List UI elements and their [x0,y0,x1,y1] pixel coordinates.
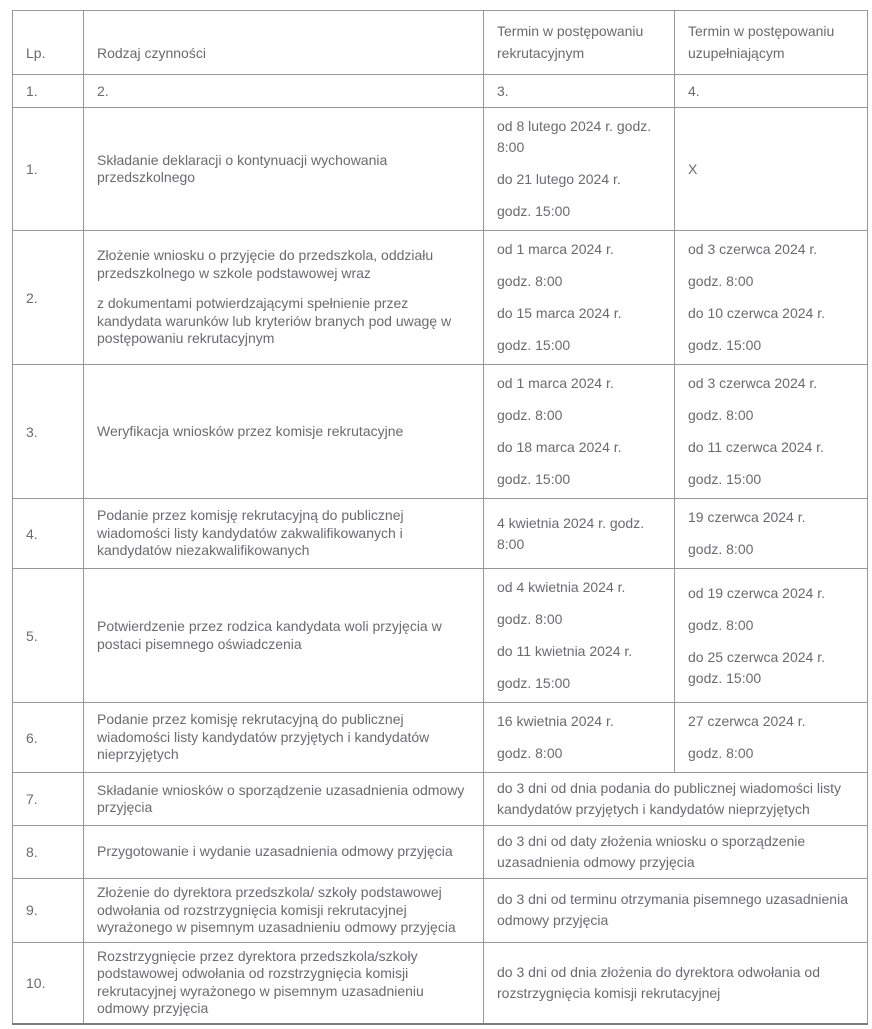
cell-recruitment-term [484,499,675,569]
numbering-cell: 2. [84,75,484,108]
cell-supplementary-term [675,108,868,231]
numbering-cell: 1. [13,75,84,108]
date-line: godz. 8:00 [688,616,754,633]
cell-activity [84,569,484,703]
date-line: od 19 czerwca 2024 r. [688,584,825,601]
date-line: do 15 marca 2024 r. [497,305,622,321]
table-row [13,826,868,879]
cell-term-merged [484,826,868,879]
cell-activity [84,826,484,879]
cell-lp: 2. [13,231,84,365]
cell-supplementary-term [675,703,868,773]
cell-activity [84,773,484,826]
date-line: godz. 15:00 [497,203,571,219]
table-row [13,499,868,569]
cell-lp: 10. [13,942,84,1024]
date-line: od 8 lutego 2024 r. godz. 8:00 [497,118,652,155]
cell-recruitment-term [484,365,675,499]
date-line: godz. 15:00 [497,675,571,691]
cell-lp: 4. [13,499,84,569]
activity-text: z dokumentami potwierdzającymi spełnienie przez kandydata warunków lub kryteriów branych pod uwagę w postępowaniu rekrutacyjnym [97,295,452,347]
activity-text: Składanie deklaracji o kontynuacji wychowania przedszkolnego [97,151,388,185]
cell-activity [84,108,484,231]
date-line: godz. 15:00 [497,471,571,487]
activity-text: Podanie przez komisję rekrutacyjną do publicznej wiadomości listy kandydatów przyjętych i kandydatów nieprzyjętych [97,711,430,763]
cell-lp: 8. [13,826,84,879]
date-line: do 10 czerwca 2024 r. [688,305,825,321]
table-row [13,773,868,826]
numbering-row [13,75,868,108]
date-line: godz. 8:00 [688,745,754,761]
cell-recruitment-term [484,231,675,365]
date-line: od 3 czerwca 2024 r. [688,241,818,257]
table-row [13,942,868,1024]
cell-recruitment-term [484,108,675,231]
cell-supplementary-term [675,231,868,365]
date-line: od 4 kwietnia 2024 r. [497,579,626,595]
numbering-cell: 3. [484,75,675,108]
activity-text: Przygotowanie i wydanie uzasadnienia odmowy przyjęcia [97,843,453,860]
cell-recruitment-term [484,569,675,703]
activity-text: Rozstrzygnięcie przez dyrektora przedszkola/szkoły podstawowej odwołania od rozstrzygnięcia komisji rekrutacyjnej wyrażonego w pisemnym uzasadnieniu odmowy przyjęcia [97,947,424,1016]
cell-lp: 9. [13,879,84,943]
table-row [13,231,868,365]
date-line: do 21 lutego 2024 r. [497,171,621,187]
cell-supplementary-term [675,569,868,703]
table-row [13,703,868,773]
table-row [13,569,868,703]
date-line: X [688,160,698,177]
date-line: 19 czerwca 2024 r. [688,509,806,525]
date-line: do 18 marca 2024 r. [497,439,622,455]
activity-text: Składanie wniosków o sporządzenie uzasadnienia odmowy przyjęcia [97,781,465,815]
cell-supplementary-term [675,365,868,499]
date-line: od 1 marca 2024 r. [497,375,614,391]
date-line: godz. 8:00 [497,407,563,423]
recruitment-schedule-table [12,10,868,1025]
date-line: do 3 dni od dnia złożenia do dyrektora odwołania od rozstrzygnięcia komisji rekrutacyjnej [497,963,821,1001]
table-row [13,365,868,499]
date-line: 27 czerwca 2024 r. [688,713,806,729]
header-cell-recruitment-term: Termin w postępowaniu rekrutacyjnym [484,11,675,75]
cell-term-merged [484,942,868,1024]
date-line: 4 kwietnia 2024 r. godz. 8:00 [497,514,645,552]
cell-activity [84,499,484,569]
cell-lp: 5. [13,569,84,703]
activity-text: Podanie przez komisję rekrutacyjną do publicznej wiadomości listy kandydatów zakwalifikowanych i kandydatów niezakwalifikowanych [97,507,404,559]
activity-text: Weryfikacja wniosków przez komisje rekrutacyjne [97,422,404,439]
date-line: do 25 czerwca 2024 r. godz. 15:00 [688,648,825,686]
cell-activity [84,703,484,773]
cell-term-merged [484,773,868,826]
cell-recruitment-term [484,703,675,773]
header-cell-lp: Lp. [13,11,84,75]
cell-activity [84,365,484,499]
date-line: godz. 15:00 [688,337,762,353]
cell-term-merged [484,879,868,943]
date-line: godz. 15:00 [497,337,571,353]
date-line: godz. 8:00 [688,407,754,423]
cell-lp: 3. [13,365,84,499]
activity-text: Złożenie do dyrektora przedszkola/ szkoły podstawowej odwołania od rozstrzygnięcia komisji rekrutacyjnej wyrażonego w pisemnym uzasadnieniu odmowy przyjęcia [97,884,456,935]
cell-activity [84,942,484,1024]
numbering-cell: 4. [675,75,868,108]
cell-activity [84,879,484,943]
header-row [13,11,868,75]
cell-activity [84,231,484,365]
date-line: godz. 8:00 [497,611,563,627]
activity-text: Złożenie wniosku o przyjęcie do przedszkola, oddziału przedszkolnego w szkole podstawowej wraz [97,247,434,281]
cell-lp: 1. [13,108,84,231]
date-line: godz. 8:00 [688,273,754,289]
table-row [13,879,868,943]
table-row [13,108,868,231]
date-line: godz. 15:00 [688,471,762,487]
header-cell-activity: Rodzaj czynności [84,11,484,75]
date-line: do 11 czerwca 2024 r. [688,439,824,455]
date-line: do 3 dni od daty złożenia wniosku o sporządzenie uzasadnienia odmowy przyjęcia [497,833,806,870]
date-line: godz. 8:00 [688,541,754,557]
activity-text: Potwierdzenie przez rodzica kandydata woli przyjęcia w postaci pisemnego oświadczenia [97,618,442,652]
date-line: do 3 dni od dnia podania do publicznej wiadomości listy kandydatów przyjętych i kandydatów nieprzyjętych [497,780,841,817]
date-line: godz. 8:00 [497,273,563,289]
date-line: godz. 8:00 [497,745,563,761]
cell-supplementary-term [675,499,868,569]
date-line: od 1 marca 2024 r. [497,241,614,257]
cell-lp: 7. [13,773,84,826]
date-line: do 3 dni od terminu otrzymania pisemnego uzasadnienia odmowy przyjęcia [497,891,848,929]
date-line: 16 kwietnia 2024 r. [497,713,614,729]
date-line: od 3 czerwca 2024 r. [688,375,818,391]
cell-lp: 6. [13,703,84,773]
date-line: do 11 kwietnia 2024 r. [497,643,633,659]
header-cell-supplementary-term: Termin w postępowaniu uzupełniającym [675,11,868,75]
